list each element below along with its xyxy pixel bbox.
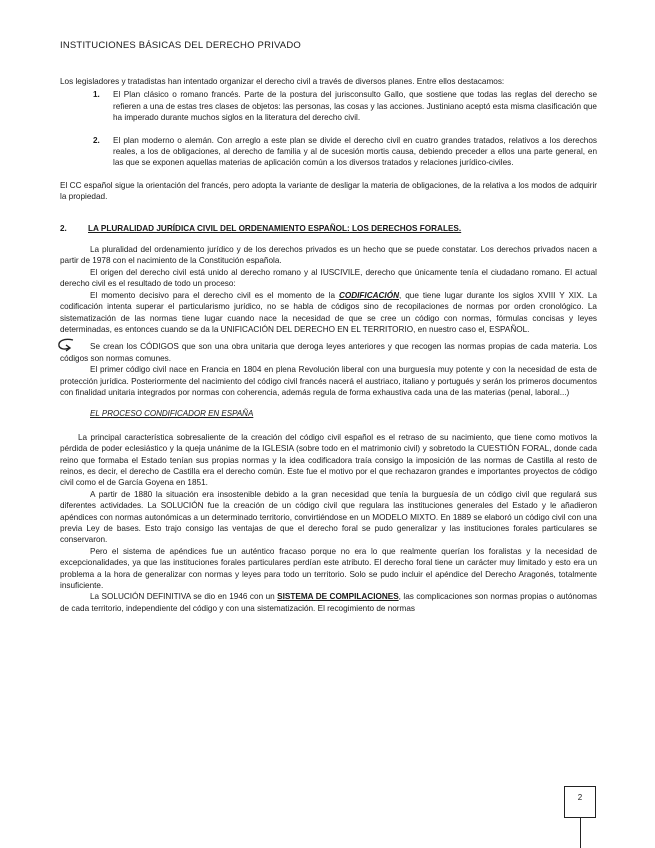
cc-paragraph: El CC español sigue la orientación del francés, pero adopta la variante de desligar la materia de obligaciones, de la relativa a los modos de adquirir la propiedad.	[60, 180, 597, 202]
paragraph: La principal característica sobresaliente de la creación del código civil español es el retraso de su nacimiento, que tiene como motivos la pérdida de poder eclesiástico y la queja unánime de la IGLESIA (sobre todo en el matrimonio civil) y sobretodo la CUESTIÓN FORAL, donde cada reino que formaba el Estado tenían sus propias normas y la idea codificadora traía consigo la imposición de las normas de Castilla al resto de reinos, es decir, el derecho de Castilla era el derecho común. Este fue el motivo por el que rechazaron grandes e importantes proyectos de código civil como el de García Goyena en 1851.	[60, 432, 597, 488]
paragraph-text: Se crean los CÓDIGOS que son una obra unitaria que deroga leyes anteriores y que recogen las normas propias de cada materia. Los códigos son normas comunes.	[60, 342, 597, 363]
intro-paragraph: Los legisladores y tratadistas han intentado organizar el derecho civil a través de diversos planes. Entre ellos destacamos:	[60, 77, 505, 86]
paragraph-text: La SOLUCIÓN DEFINITIVA se dio en 1946 con un	[90, 592, 278, 602]
paragraph: La pluralidad del ordenamiento jurídico y de los derechos privados es un hecho que se puede constatar. Los derechos privados nacen a partir de 1978 con el nacimiento de la Constitución española.	[60, 245, 597, 266]
paragraph: A partir de 1880 la situación era insostenible debido a la gran necesidad que tenía la burguesía de un código civil que regulará sus diferentes actividades. La SOLUCIÓN fue la creación de un código civil que regulara las instituciones generales del Estado y le añadieron apéndices con normas autonómicas a un determinado territorio, convirtiéndose en un MODELO MIXTO. En 1889 se elaboró un código civil con una previa Ley de bases. Esto trajo consigo las ventajas de que el derecho foral se pudo generalizar y las instituciones forales particulares se conservaron.	[60, 489, 597, 545]
list-item-number: 2.	[93, 135, 100, 145]
curved-arrow-icon	[56, 337, 76, 353]
paragraph-text: , las complicaciones son normas propias o autónomas de cada territorio, independiente del código y con una sistematización. El recogimiento de normas	[60, 592, 597, 613]
paragraph	[60, 341, 597, 364]
paragraph: Pero el sistema de apéndices fue un auténtico fracaso porque no era lo que realmente querían los foralistas y la necesidad de excepcionalidades, ya que las instituciones forales particulares perdían este atributo. El derecho foral tiene un carácter muy limitado y esto era un problema a la hora de generalizar con normas y leyes para todo un territorio. Solo se pudo incluir el apéndice del Derecho Aragonés, totalmente insuficiente.	[60, 546, 597, 591]
list-item-text: El plan moderno o alemán. Con arreglo a este plan se divide el derecho civil en cuatro grandes tratados, relativos a los derechos reales, a los de obligaciones, al derecho de familia y al de sucesión mortis causa, debiendo preceder a ellos una parte general, en las que se exponen aquellas materias de aplicación común a los diversos tratados y relaciones jurídico-civiles.	[113, 135, 597, 168]
paragraph: El origen del derecho civil está unido al derecho romano y al IUSCIVILE, derecho que únicamente tenía el ciudadano romano. El actual derecho civil es el resultado de todo un proceso:	[60, 267, 597, 289]
section-title: LA PLURALIDAD JURÍDICA CIVIL DEL ORDENAMIENTO ESPAÑOL: LOS DERECHOS FORALES.	[88, 223, 462, 233]
paragraph-text: , que tiene lugar durante los siglos XVIII Y XIX. La codificación intenta superar el particularismo jurídico, no se habla de códigos sino de recopilaciones de normas por orden cronológico. La sistematización de las normas tiene lugar cuando nace la necesidad de que se cree un código con normas, fórmulas concisas y leyes determinadas, es entonces cuando se da la UNIFICACIÓN DEL DERECHO EN EL TERRITORIO, en nuestro caso el, ESPAÑOL.	[60, 290, 597, 334]
paragraph	[60, 290, 597, 336]
page-number-line	[580, 818, 581, 848]
list-item-text: El Plan clásico o romano francés. Parte de la postura del jurisconsulto Gallo, que sostiene que todas las reglas del derecho se refieren a una de estas tres clases de objetos: las personas, las cosas y las acciones. Justiniano aceptó esta misma clasificación que ha imperado durante muchos siglos en la literatura del derecho civil.	[113, 90, 597, 123]
paragraph	[60, 591, 597, 614]
page-header: INSTITUCIONES BÁSICAS DEL DERECHO PRIVADO	[60, 40, 301, 51]
document-body	[60, 76, 597, 614]
paragraph: El primer código civil nace en Francia en 1804 en plena Revolución liberal con una burguesía muy potente y con la necesidad de esta de protección jurídica. Posteriormente del nacimiento del código civil francés nacerá el austriaco, italiano y portugués y serán los primeros documentos con finalidad unitaria integrados por normas con coherencia, además regula de forma exhaustiva cada una de las materias (penal, laboral...)	[60, 365, 597, 397]
section-number: 2.	[60, 223, 67, 233]
subsection-heading: EL PROCESO CONDIFICADOR EN ESPAÑA	[90, 409, 254, 419]
paragraph-text: El momento decisivo para el derecho civil es el momento de la	[90, 290, 339, 300]
page-number: 2	[564, 786, 596, 818]
list-item-number: 1.	[93, 90, 100, 100]
key-term: CODIFICACIÓN	[338, 290, 399, 300]
key-term: SISTEMA DE COMPILACIONES	[277, 592, 399, 602]
section-heading	[60, 223, 597, 234]
list-item	[60, 89, 597, 123]
list-item	[60, 135, 597, 169]
plans-list	[60, 89, 597, 168]
